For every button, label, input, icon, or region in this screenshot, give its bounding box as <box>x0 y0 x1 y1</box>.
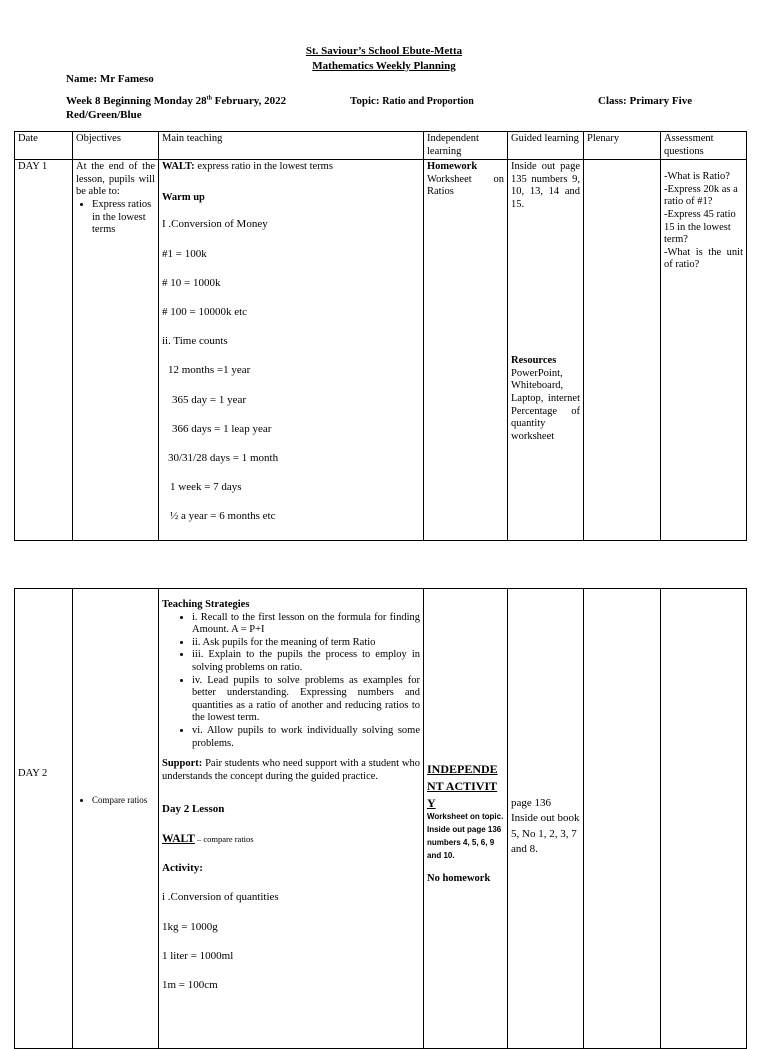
col-assessment-header: Assessment questions <box>661 132 747 160</box>
col-main-teaching-header: Main teaching <box>159 132 424 160</box>
indep-activity-text: Worksheet on topic. Inside out page 136 numbers 4, 5, 6, 9 and 10. <box>427 812 504 860</box>
day1-independent <box>424 160 508 541</box>
activity-line: i .Conversion of quantities <box>162 891 279 904</box>
col-objectives-header: Objectives <box>73 132 159 160</box>
strategy-item: • iii. Explain to the pupils the process to employ in solving problems on ratio. <box>192 649 420 674</box>
day1-assessment <box>661 160 747 541</box>
lesson-label: Day 2 Lesson <box>162 803 225 816</box>
class-label: Class: Primary Five <box>598 95 693 107</box>
week-sup: th <box>206 95 212 102</box>
topic-line <box>350 95 474 107</box>
day2-table <box>14 588 747 1049</box>
day1-plenary <box>584 160 661 541</box>
assessment-question: -What is Ratio? <box>664 171 730 183</box>
walt2-label: WALT <box>162 832 195 845</box>
assessment-question: -What is the unit of ratio? <box>664 246 743 271</box>
strategy-item: • vi. Allow pupils to work individually solving some problems. <box>192 725 420 750</box>
assessment-question: -Express 45 ratio 15 in the lowest term? <box>664 208 736 246</box>
plan-title: Mathematics Weekly Planning <box>312 60 456 72</box>
objective-item: • Express ratios in the lowest terms <box>92 199 155 237</box>
main-line: I .Conversion of Money <box>162 218 268 231</box>
main-line: 12 months =1 year <box>168 364 251 377</box>
strategies-label: Teaching Strategies <box>162 599 250 610</box>
walt2-text: – compare ratios <box>194 833 254 844</box>
day1-guided <box>508 160 584 541</box>
topic-value: Ratio and Proportion <box>382 96 474 107</box>
homework-text: Worksheet on Ratios <box>427 173 504 198</box>
day2-independent <box>424 589 508 1049</box>
day2-guided: page 136 Inside out book 5, No 1, 2, 3, 7 and 8. <box>508 589 584 1049</box>
main-line: 365 day = 1 year <box>172 393 247 406</box>
assessment-question: -Express 20k as a ratio of #1? <box>664 183 738 208</box>
teacher-name: Name: Mr Fameso <box>66 73 154 85</box>
day1-table <box>14 131 747 541</box>
day1-row <box>15 160 747 541</box>
strategy-item: • ii. Ask pupils for the meaning of term Ratio <box>192 637 420 650</box>
main-line: 1 week = 7 days <box>170 481 242 494</box>
indep-activity-label: INDEPENDENT ACTIVITY <box>427 762 498 810</box>
main-line: # 10 = 1000k <box>162 276 221 289</box>
col-date-header: Date <box>15 132 73 160</box>
resources-label: Resources <box>511 355 557 367</box>
no-homework-label: No homework <box>427 872 491 884</box>
homework-label: Homework <box>427 161 478 173</box>
day1-date: DAY 1 <box>15 160 73 541</box>
col-plenary-header: Plenary <box>584 132 661 160</box>
warmup-label: Warm up <box>162 191 205 203</box>
activity-line: 1kg = 1000g <box>162 920 218 933</box>
walt-text: express ratio in the lowest terms <box>194 161 333 173</box>
week-text: Week 8 Beginning Monday 28 <box>66 95 207 107</box>
strategy-item: • i. Recall to the first lesson on the formula for finding Amount. A = P+I <box>192 612 420 637</box>
groups-label: Red/Green/Blue <box>66 109 142 121</box>
day1-header-row <box>15 132 747 160</box>
objectives-intro: At the end of the lesson, pupils will be able to: <box>76 161 155 198</box>
day2-main-teaching <box>159 589 424 1049</box>
activity-label: Activity: <box>162 862 203 875</box>
col-independent-header: Independent learning <box>424 132 508 160</box>
guided-text: Inside out page 135 numbers 9, 10, 13, 14 and 15. <box>511 161 580 210</box>
week-tail: February, 2022 <box>211 95 287 107</box>
activity-line: 1m = 100cm <box>162 979 218 992</box>
main-line: # 100 = 10000k etc <box>162 305 248 318</box>
day1-objectives <box>73 160 159 541</box>
objective-item: • Compare ratios <box>92 795 155 806</box>
main-line: 30/31/28 days = 1 month <box>168 451 279 464</box>
main-line: #1 = 100k <box>162 247 207 260</box>
main-line: ½ a year = 6 months etc <box>170 510 276 523</box>
school-name: St. Saviour’s School Ebute-Metta <box>305 45 463 57</box>
main-line: ii. Time counts <box>162 335 228 348</box>
day2-date: DAY 2 <box>15 589 73 1049</box>
week-line <box>66 95 286 107</box>
col-guided-header: Guided learning <box>508 132 584 160</box>
topic-label: Topic: <box>350 95 380 107</box>
support-label: Support: <box>162 758 203 770</box>
day2-assessment <box>661 589 747 1049</box>
activity-line: 1 liter = 1000ml <box>162 949 234 962</box>
day2-objectives <box>73 589 159 1049</box>
resources-text: PowerPoint, Whiteboard, Laptop, internet Percentage of quantity worksheet <box>511 367 580 442</box>
main-line: 366 days = 1 leap year <box>172 422 272 435</box>
strategy-item: • iv. Lead pupils to solve problems as examples for better understanding. Expressing numbers and quantities as a ratio of another and reducing ratios to the lowest term. <box>192 675 420 725</box>
day2-plenary <box>584 589 661 1049</box>
day2-row <box>15 589 747 1049</box>
support-text: Pair students who need support with a student who understands the concept during the guided practice. <box>162 758 420 782</box>
day1-main-teaching <box>159 160 424 541</box>
walt-label: WALT: <box>162 161 195 173</box>
